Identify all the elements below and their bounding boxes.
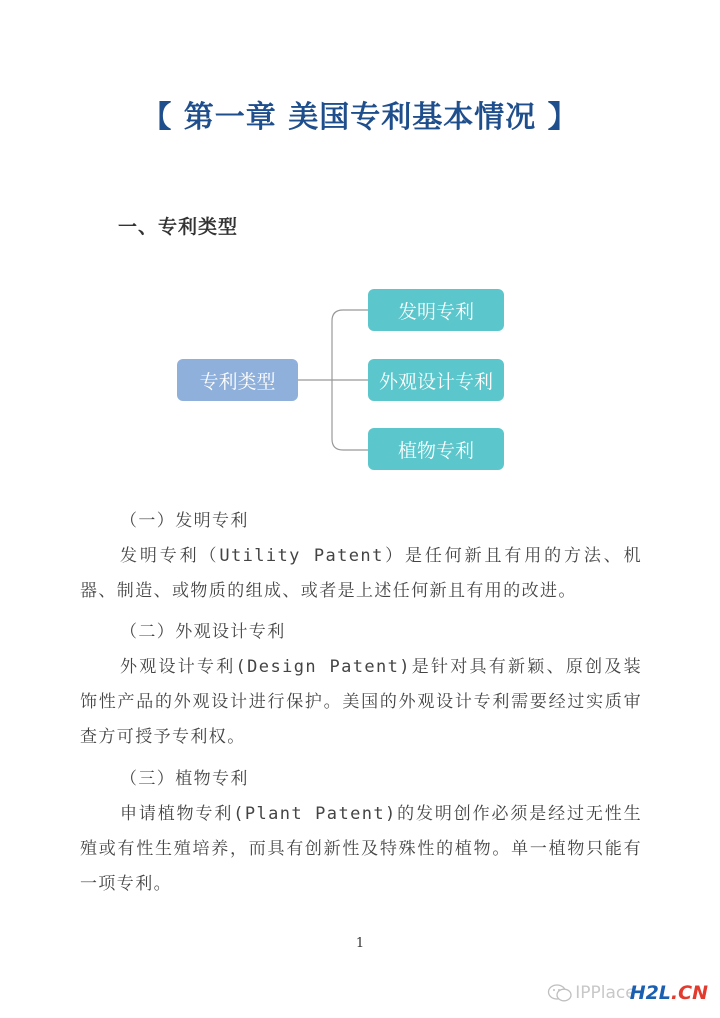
paragraph-plant: 申请植物专利(Plant Patent)的发明创作必须是经过无性生殖或有性生殖培养，而具有创新性及特殊性的植物。单一植物只能有一项专利。 — [80, 804, 642, 894]
subsection-heading-design: （二）外观设计专利 — [120, 622, 286, 642]
watermark — [547, 982, 708, 1004]
diagram-node-plant: 植物专利 — [368, 428, 504, 470]
paragraph-design: 外观设计专利(Design Patent)是针对具有新颖、原创及装饰性产品的外观设计进行保护。美国的外观设计专利需要经过实质审查方可授予专利权。 — [80, 657, 642, 747]
diagram-node-invention: 发明专利 — [368, 289, 504, 331]
subsection-heading-invention: （一）发明专利 — [120, 511, 249, 531]
chapter-title: 【 第一章 美国专利基本情况 】 — [141, 100, 579, 135]
diagram-root-node: 专利类型 — [177, 359, 298, 401]
paragraph-invention: 发明专利（Utility Patent）是任何新且有用的方法、机器、制造、或物质的组成、或者是上述任何新且有用的改进。 — [80, 546, 642, 601]
h2l-logo-part2: .CN — [670, 982, 708, 1004]
subsection-heading-plant: （三）植物专利 — [120, 769, 249, 789]
page-number: 1 — [355, 936, 365, 951]
diagram-node-design: 外观设计专利 — [368, 359, 504, 401]
wechat-icon — [547, 983, 573, 1003]
patent-types-diagram — [0, 280, 720, 480]
h2l-logo — [630, 982, 708, 1004]
section-heading: 一、专利类型 — [118, 216, 239, 238]
watermark-text: IPPlace — [575, 983, 636, 1003]
h2l-logo-part1: H2L — [629, 982, 671, 1004]
diagram-connectors — [0, 280, 720, 480]
